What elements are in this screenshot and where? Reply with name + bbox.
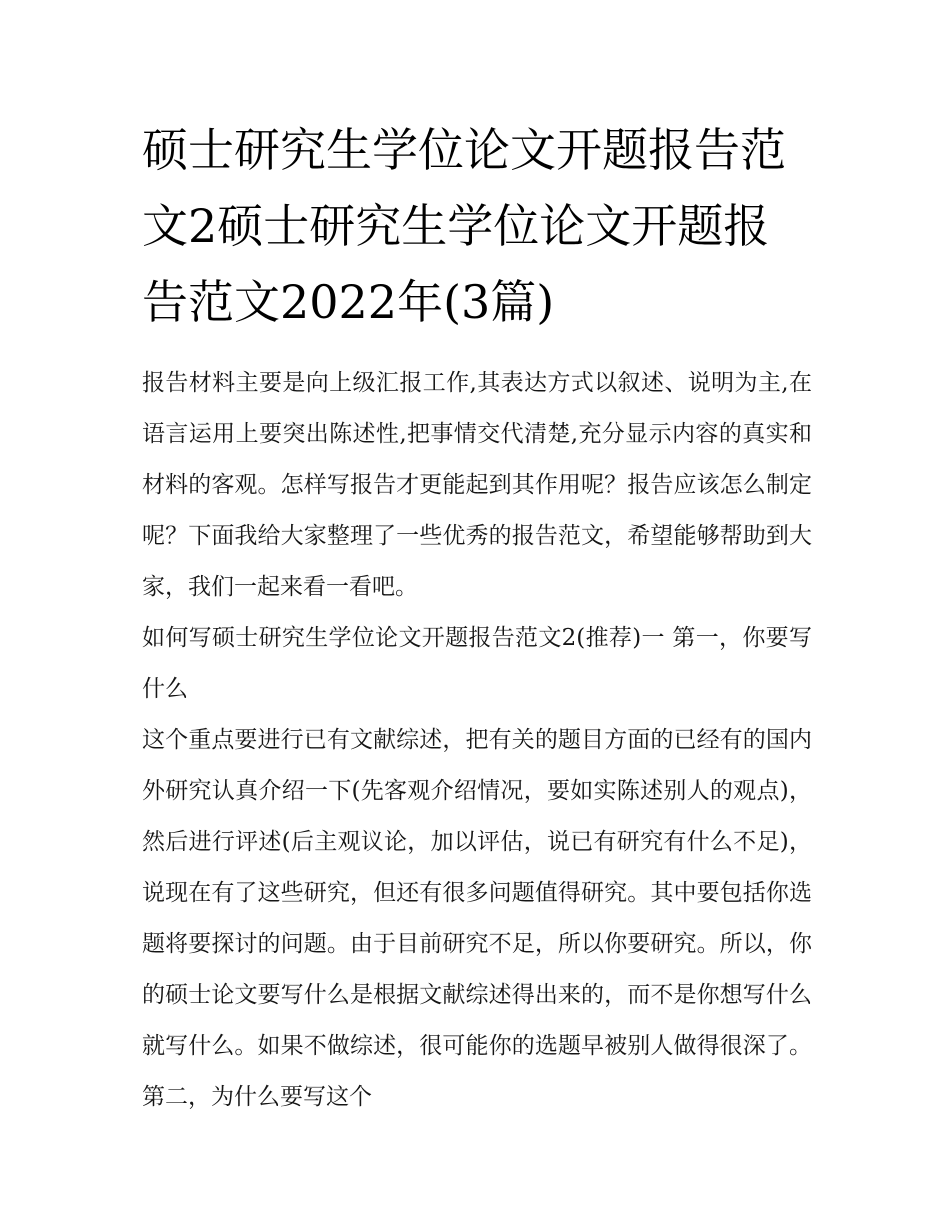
section-heading-paragraph: 如何写硕士研究生学位论文开题报告范文2(推荐)一 第一，你要写什么 <box>142 625 812 702</box>
document-page <box>142 112 812 1123</box>
intro-paragraph: 报告材料主要是向上级汇报工作,其表达方式以叙述、说明为主,在语言运用上要突出陈述性,把事情交代清楚,充分显示内容的真实和材料的客观。怎样写报告才更能起到其作用呢？报告应该怎么制定呢？下面我给大家整理了一些优秀的报告范文，希望能够帮助到大家，我们一起来看一看吧。 <box>142 370 812 600</box>
document-title: 硕士研究生学位论文开题报告范文2硕士研究生学位论文开题报告范文2022年(3篇) <box>142 123 786 329</box>
document-body <box>142 358 812 1123</box>
body-paragraph: 这个重点要进行已有文献综述，把有关的题目方面的已经有的国内外研究认真介绍一下(先客观介绍情况，要如实陈述别人的观点)，然后进行评述(后主观议论，加以评估，说已有研究有什么不足)，说现在有了这些研究，但还有很多问题值得研究。其中要包括你选题将要探讨的问题。由于目前研究不足，所以你要研究。所以，你的硕士论文要写什么是根据文献综述得出来的，而不是你想写什么就写什么。如果不做综述，很可能你的选题早被别人做得很深了。第二，为什么要写这个 <box>142 727 812 1110</box>
